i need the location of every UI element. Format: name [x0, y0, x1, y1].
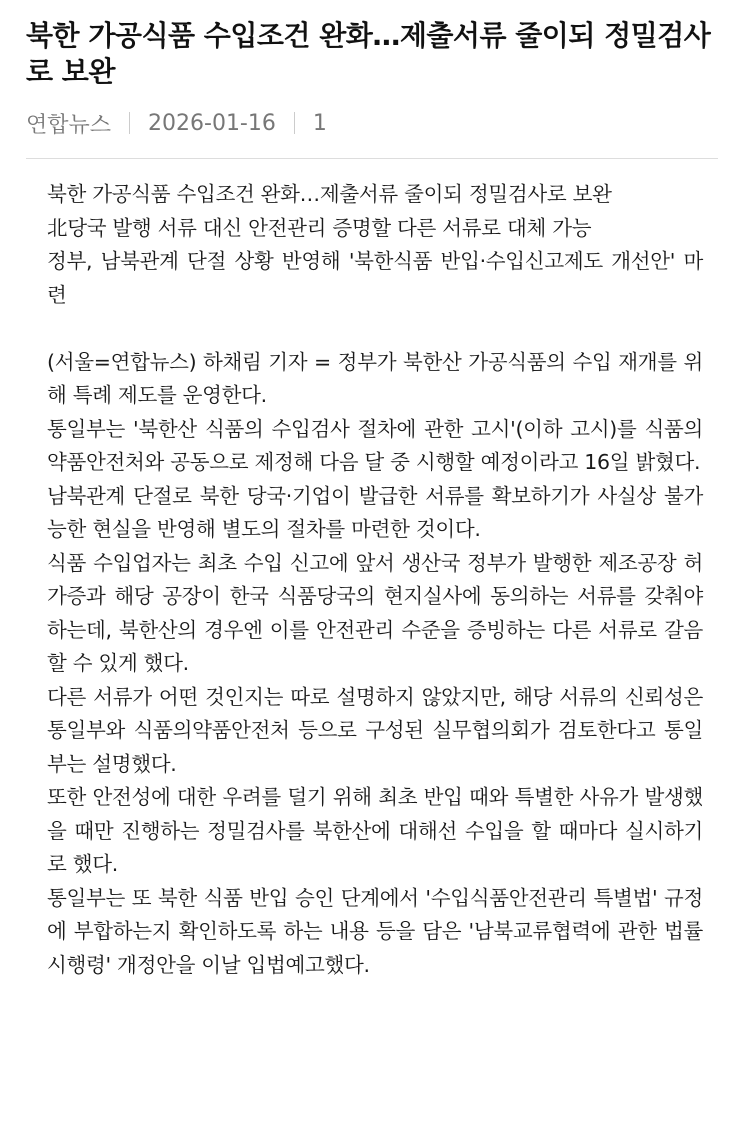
header-divider — [26, 158, 718, 159]
lead-line: 북한 가공식품 수입조건 완화…제출서류 줄이되 정밀검사로 보완 — [47, 182, 612, 206]
article-body — [47, 178, 703, 982]
article-date: 2026-01-16 — [148, 110, 276, 136]
meta-separator — [294, 112, 295, 134]
article-paragraph: 통일부는 '북한산 식품의 수입검사 절차에 관한 고시'(이하 고시)를 식품의약품안전처와 공동으로 제정해 다음 달 중 시행할 예정이라고 16일 밝혔다. — [47, 416, 703, 474]
article-paragraph: 다른 서류가 어떤 것인지는 따로 설명하지 않았지만, 해당 서류의 신뢰성은 통일부와 식품의약품안전처 등으로 구성된 실무협의회가 검토한다고 통일부는 설명했다. — [47, 684, 703, 776]
article-meta — [26, 106, 327, 140]
lead-line: 北당국 발행 서류 대신 안전관리 증명할 다른 서류로 대체 가능 — [47, 215, 592, 240]
article-count: 1 — [312, 110, 327, 136]
meta-separator — [129, 112, 130, 134]
lead-line: 정부, 남북관계 단절 상황 반영해 '북한식품 반입·수입신고제도 개선안' 마련 — [47, 249, 703, 307]
article-source: 연합뉴스 — [26, 112, 112, 138]
article-paragraph: 또한 안전성에 대한 우려를 덜기 위해 최초 반입 때와 특별한 사유가 발생했을 때만 진행하는 정밀검사를 북한산에 대해선 수입을 할 때마다 실시하기로 했다. — [47, 785, 703, 876]
article-headline: 북한 가공식품 수입조건 완화…제출서류 줄이되 정밀검사로 보완 — [26, 19, 711, 88]
article-paragraph: 통일부는 또 북한 식품 반입 승인 단계에서 '수입식품안전관리 특별법' 규정에 부합하는지 확인하도록 하는 내용 등을 담은 '남북교류협력에 관한 법률 시행령' 개정안을 이날 입법예고했다. — [47, 885, 703, 977]
article-paragraph: 남북관계 단절로 북한 당국·기업이 발급한 서류를 확보하기가 사실상 불가능한 현실을 반영해 별도의 절차를 마련한 것이다. — [47, 483, 703, 541]
paragraph-gap — [47, 312, 703, 346]
article-paragraph: (서울=연합뉴스) 하채림 기자 = 정부가 북한산 가공식품의 수입 재개를 위해 특례 제도를 운영한다. — [47, 349, 703, 407]
article-paragraph: 식품 수입업자는 최초 수입 신고에 앞서 생산국 정부가 발행한 제조공장 허가증과 해당 공장이 한국 식품당국의 현지실사에 동의하는 서류를 갖춰야 하는데, 북한산의 경우엔 이를 안전관리 수준을 증빙하는 다른 서류로 갈음할 수 있게 했다. — [47, 550, 703, 675]
